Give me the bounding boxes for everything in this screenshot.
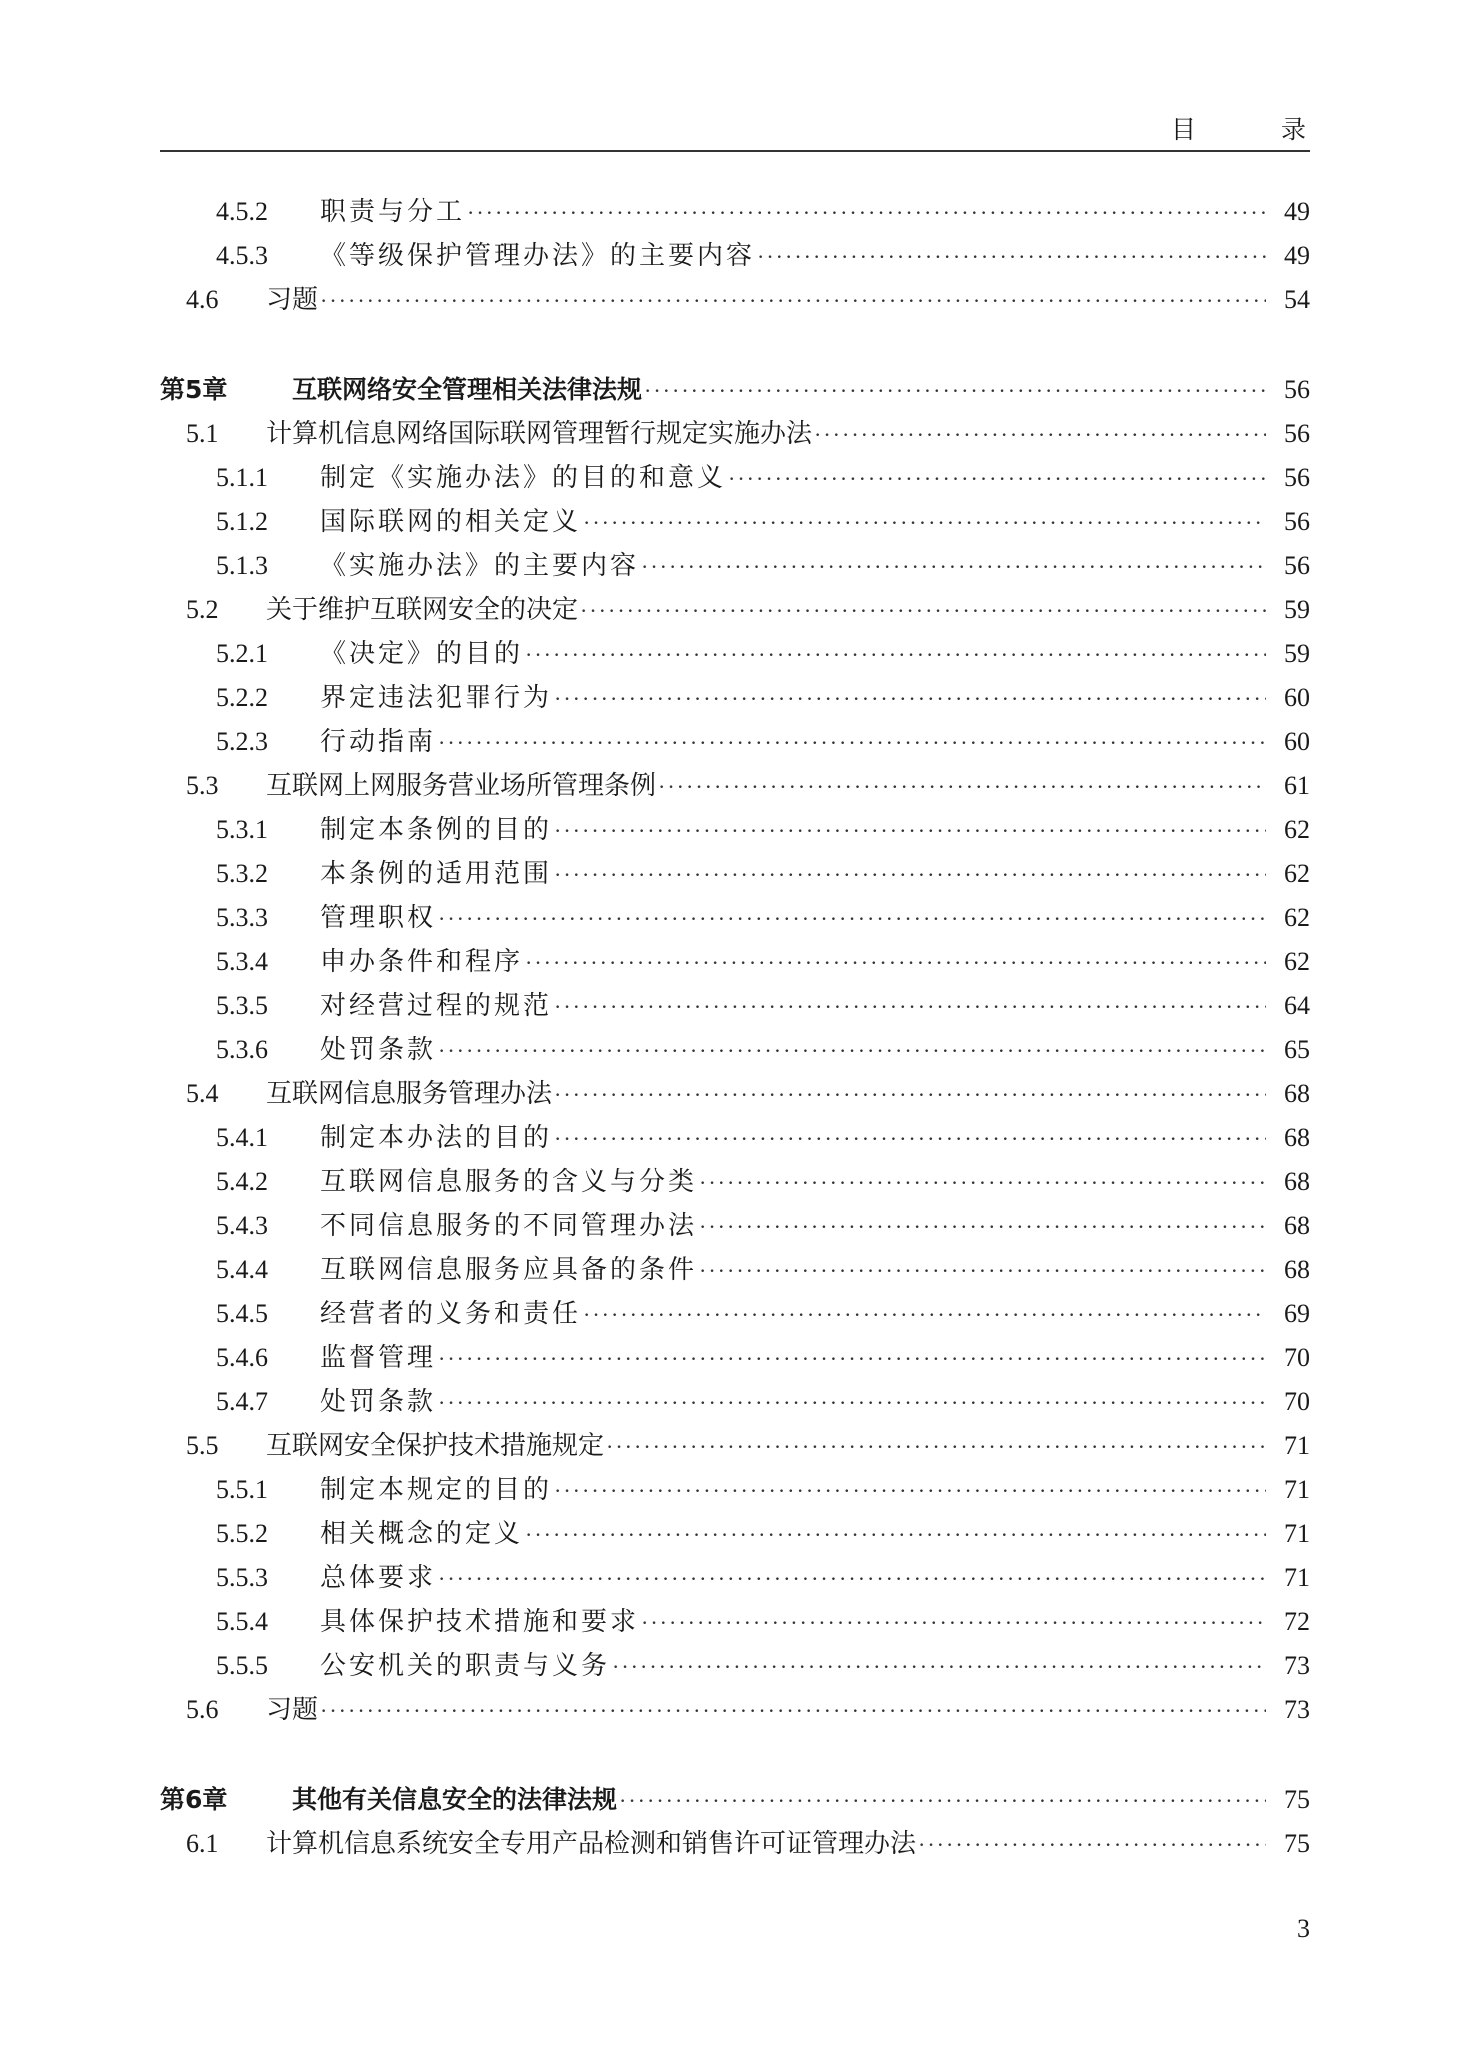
- dot-leader: [554, 809, 1266, 853]
- dot-leader: [699, 1161, 1266, 1205]
- dot-leader: [438, 721, 1266, 765]
- toc-entry-title: 制定本规定的目的: [320, 1475, 553, 1505]
- toc-entry-page: 56: [1284, 507, 1310, 536]
- toc-entry-page: 59: [1284, 639, 1310, 668]
- toc-entry-page: 70: [1284, 1387, 1310, 1416]
- toc-entry[interactable]: [160, 234, 1310, 278]
- toc-entry[interactable]: [160, 676, 1310, 720]
- toc-entry[interactable]: [160, 544, 1310, 588]
- dot-leader: [320, 1689, 1266, 1733]
- toc-entry-title: 具体保护技术措施和要求: [320, 1607, 640, 1637]
- dot-leader: [438, 1381, 1266, 1425]
- dot-leader: [554, 1469, 1266, 1513]
- toc-entry-page: 59: [1284, 595, 1310, 624]
- dot-leader: [554, 985, 1266, 1029]
- toc-entry[interactable]: [160, 984, 1310, 1028]
- toc-entry-title: 《等级保护管理办法》的主要内容: [320, 241, 756, 271]
- toc-entry[interactable]: [160, 500, 1310, 544]
- toc-entry[interactable]: [160, 278, 1310, 322]
- toc-entry[interactable]: [160, 1778, 1310, 1822]
- dot-leader: [814, 413, 1266, 457]
- toc-entry[interactable]: [160, 1248, 1310, 1292]
- toc-entry-page: 64: [1284, 991, 1310, 1020]
- dot-leader: [728, 457, 1266, 501]
- toc-entry-page: 54: [1284, 285, 1310, 314]
- toc-entry-number: 5.4.6: [216, 1343, 268, 1372]
- toc-entry-title: 公安机关的职责与义务: [320, 1651, 611, 1681]
- toc-entry-number: 5.4.3: [216, 1211, 268, 1240]
- dot-leader: [612, 1645, 1266, 1689]
- dot-leader: [619, 1779, 1266, 1823]
- toc-entry-page: 62: [1284, 947, 1310, 976]
- toc-entry-page: 56: [1284, 463, 1310, 492]
- toc-entry-number: 5.2.3: [216, 727, 268, 756]
- toc-entry-page: 69: [1284, 1299, 1310, 1328]
- toc-entry-number: 5.5.4: [216, 1607, 268, 1636]
- toc-entry-number: 5.4.1: [216, 1123, 268, 1152]
- toc-entry-title: 互联网上网服务营业场所管理条例: [266, 771, 657, 801]
- toc-entry-page: 71: [1284, 1563, 1310, 1592]
- toc-entry-number: 第6章: [160, 1785, 228, 1814]
- toc-entry-title: 相关概念的定义: [320, 1519, 524, 1549]
- toc-entry-page: 71: [1284, 1519, 1310, 1548]
- toc-entry-number: 5.2.2: [216, 683, 268, 712]
- toc-entry[interactable]: [160, 1204, 1310, 1248]
- toc-entry[interactable]: [160, 1600, 1310, 1644]
- toc-entry[interactable]: [160, 368, 1310, 412]
- toc-entry-title: 习题: [266, 1695, 319, 1725]
- dot-leader: [554, 1117, 1266, 1161]
- toc-entry-title: 处罚条款: [320, 1387, 437, 1417]
- toc-entry-number: 5.3.3: [216, 903, 268, 932]
- toc-entry-number: 5.3: [186, 771, 219, 800]
- toc-entry-title: 《决定》的目的: [320, 639, 524, 669]
- dot-leader: [583, 1293, 1266, 1337]
- dot-leader: [918, 1823, 1266, 1867]
- toc-entry[interactable]: [160, 940, 1310, 984]
- toc-entry-title: 国际联网的相关定义: [320, 507, 582, 537]
- toc-entry[interactable]: [160, 1822, 1310, 1866]
- toc-entry-title: 界定违法犯罪行为: [320, 683, 553, 713]
- toc-entry[interactable]: [160, 1072, 1310, 1116]
- toc-entry-title: 总体要求: [320, 1563, 437, 1593]
- toc-entry-title: 习题: [266, 285, 319, 315]
- dot-leader: [583, 501, 1266, 545]
- toc-entry[interactable]: [160, 1028, 1310, 1072]
- dot-leader: [554, 1073, 1266, 1117]
- dot-leader: [438, 1337, 1266, 1381]
- toc-entry-title: 不同信息服务的不同管理办法: [320, 1211, 698, 1241]
- toc-entry-page: 72: [1284, 1607, 1310, 1636]
- toc-entry-number: 5.5.5: [216, 1651, 268, 1680]
- toc-entry-page: 68: [1284, 1167, 1310, 1196]
- toc-entry-number: 5.4.4: [216, 1255, 268, 1284]
- toc-entry-number: 5.5.1: [216, 1475, 268, 1504]
- toc-entry[interactable]: [160, 1424, 1310, 1468]
- toc-entry-number: 5.3.1: [216, 815, 268, 844]
- toc-entry-number: 5.4: [186, 1079, 219, 1108]
- toc-entry-title: 制定《实施办法》的目的和意义: [320, 463, 727, 493]
- toc-entry[interactable]: [160, 1556, 1310, 1600]
- toc-entry-page: 73: [1284, 1651, 1310, 1680]
- toc-entry[interactable]: [160, 1644, 1310, 1688]
- toc-entry-page: 73: [1284, 1695, 1310, 1724]
- toc-entry-page: 56: [1284, 375, 1310, 404]
- dot-leader: [525, 1513, 1266, 1557]
- dot-leader: [438, 897, 1266, 941]
- header-title: 目 录: [1170, 115, 1336, 144]
- toc-entry-number: 第5章: [160, 375, 228, 404]
- toc-entry-page: 75: [1284, 1829, 1310, 1858]
- dot-leader: [320, 279, 1266, 323]
- dot-leader: [641, 545, 1266, 589]
- toc-entry-number: 5.3.2: [216, 859, 268, 888]
- toc-entry[interactable]: [160, 852, 1310, 896]
- toc-entry-number: 5.5.3: [216, 1563, 268, 1592]
- toc-entry-number: 4.6: [186, 285, 219, 314]
- toc-entry-title: 行动指南: [320, 727, 437, 757]
- dot-leader: [525, 941, 1266, 985]
- toc-entry-number: 5.4.7: [216, 1387, 268, 1416]
- toc-entry[interactable]: [160, 808, 1310, 852]
- dot-leader: [641, 1601, 1266, 1645]
- toc-entry-page: 62: [1284, 903, 1310, 932]
- dot-leader: [467, 191, 1266, 235]
- toc-entry-number: 5.2: [186, 595, 219, 624]
- toc-entry-page: 60: [1284, 727, 1310, 756]
- toc-entry-title: 制定本办法的目的: [320, 1123, 553, 1153]
- toc-entry[interactable]: [160, 764, 1310, 808]
- toc-entry-page: 62: [1284, 815, 1310, 844]
- toc-entry-page: 49: [1284, 241, 1310, 270]
- toc-entry-page: 68: [1284, 1079, 1310, 1108]
- dot-leader: [644, 369, 1266, 413]
- toc-entry-page: 75: [1284, 1785, 1310, 1814]
- toc-entry-title: 经营者的义务和责任: [320, 1299, 582, 1329]
- toc-entry-number: 4.5.3: [216, 241, 268, 270]
- page-number: 3: [1297, 1914, 1310, 1943]
- page-header: [160, 104, 1336, 152]
- toc-entry-number: 5.4.5: [216, 1299, 268, 1328]
- toc-entry[interactable]: [160, 1336, 1310, 1380]
- toc-entry[interactable]: [160, 190, 1310, 234]
- toc-entry-page: 65: [1284, 1035, 1310, 1064]
- toc-entry-page: 56: [1284, 551, 1310, 580]
- dot-leader: [658, 765, 1266, 809]
- toc-entry[interactable]: [160, 1512, 1310, 1556]
- toc-entry[interactable]: [160, 896, 1310, 940]
- toc-entry-title: 计算机信息系统安全专用产品检测和销售许可证管理办法: [266, 1829, 917, 1859]
- toc-entry-number: 5.1.1: [216, 463, 268, 492]
- toc-entry-number: 4.5.2: [216, 197, 268, 226]
- toc-entry-title: 职责与分工: [320, 197, 466, 227]
- toc-entry-page: 71: [1284, 1431, 1310, 1460]
- toc-entry-title: 互联网信息服务的含义与分类: [320, 1167, 698, 1197]
- dot-leader: [699, 1249, 1266, 1293]
- toc-entry[interactable]: [160, 1380, 1310, 1424]
- toc-entry-number: 5.3.5: [216, 991, 268, 1020]
- toc-entry-title: 管理职权: [320, 903, 437, 933]
- toc-entry-number: 5.1.2: [216, 507, 268, 536]
- toc-entry-number: 5.3.6: [216, 1035, 268, 1064]
- dot-leader: [525, 633, 1266, 677]
- toc-entry-title: 其他有关信息安全的法律法规: [292, 1785, 618, 1814]
- toc-entry-title: 本条例的适用范围: [320, 859, 553, 889]
- toc-entry[interactable]: [160, 1468, 1310, 1512]
- toc-entry[interactable]: [160, 1292, 1310, 1336]
- toc-entry-number: 5.1.3: [216, 551, 268, 580]
- toc-entry-title: 互联网安全保护技术措施规定: [266, 1431, 605, 1461]
- toc-entry-page: 71: [1284, 1475, 1310, 1504]
- toc-entry-number: 5.4.2: [216, 1167, 268, 1196]
- toc-entry-title: 监督管理: [320, 1343, 437, 1373]
- toc-entry-title: 关于维护互联网安全的决定: [266, 595, 579, 625]
- toc-entry-title: 申办条件和程序: [320, 947, 524, 977]
- toc-entry-title: 制定本条例的目的: [320, 815, 553, 845]
- toc-entry-title: 处罚条款: [320, 1035, 437, 1065]
- toc-entry-title: 对经营过程的规范: [320, 991, 553, 1021]
- dot-leader: [554, 677, 1266, 721]
- toc-entry-title: 计算机信息网络国际联网管理暂行规定实施办法: [266, 419, 813, 449]
- toc-entry-page: 68: [1284, 1211, 1310, 1240]
- toc-entry-title: 互联网信息服务应具备的条件: [320, 1255, 698, 1285]
- toc-entry-page: 61: [1284, 771, 1310, 800]
- toc-entry-number: 5.6: [186, 1695, 219, 1724]
- toc-entry-title: 互联网信息服务管理办法: [266, 1079, 553, 1109]
- dot-leader: [699, 1205, 1266, 1249]
- toc-entry-number: 5.2.1: [216, 639, 268, 668]
- toc-entry[interactable]: [160, 1688, 1310, 1732]
- toc-entry-number: 6.1: [186, 1829, 219, 1858]
- toc-entry-title: 《实施办法》的主要内容: [320, 551, 640, 581]
- toc-entry[interactable]: [160, 412, 1310, 456]
- toc-entry-title: 互联网络安全管理相关法律法规: [292, 375, 643, 404]
- toc-entry-number: 5.5.2: [216, 1519, 268, 1548]
- dot-leader: [606, 1425, 1266, 1469]
- dot-leader: [554, 853, 1266, 897]
- toc-entry-number: 5.3.4: [216, 947, 268, 976]
- toc-entry-page: 68: [1284, 1123, 1310, 1152]
- toc-entry[interactable]: [160, 1160, 1310, 1204]
- toc-entry-number: 5.5: [186, 1431, 219, 1460]
- toc-entry-page: 60: [1284, 683, 1310, 712]
- dot-leader: [580, 589, 1266, 633]
- toc-entry[interactable]: [160, 456, 1310, 500]
- dot-leader: [438, 1029, 1266, 1073]
- toc-entry-number: 5.1: [186, 419, 219, 448]
- toc-entry[interactable]: [160, 1116, 1310, 1160]
- toc-entry-page: 49: [1284, 197, 1310, 226]
- dot-leader: [438, 1557, 1266, 1601]
- toc-entry[interactable]: [160, 632, 1310, 676]
- toc-entry[interactable]: [160, 588, 1310, 632]
- toc-entry[interactable]: [160, 720, 1310, 764]
- dot-leader: [757, 235, 1266, 279]
- table-of-contents: [160, 190, 1310, 1866]
- toc-entry-page: 62: [1284, 859, 1310, 888]
- toc-entry-page: 70: [1284, 1343, 1310, 1372]
- toc-entry-page: 68: [1284, 1255, 1310, 1284]
- toc-entry-page: 56: [1284, 419, 1310, 448]
